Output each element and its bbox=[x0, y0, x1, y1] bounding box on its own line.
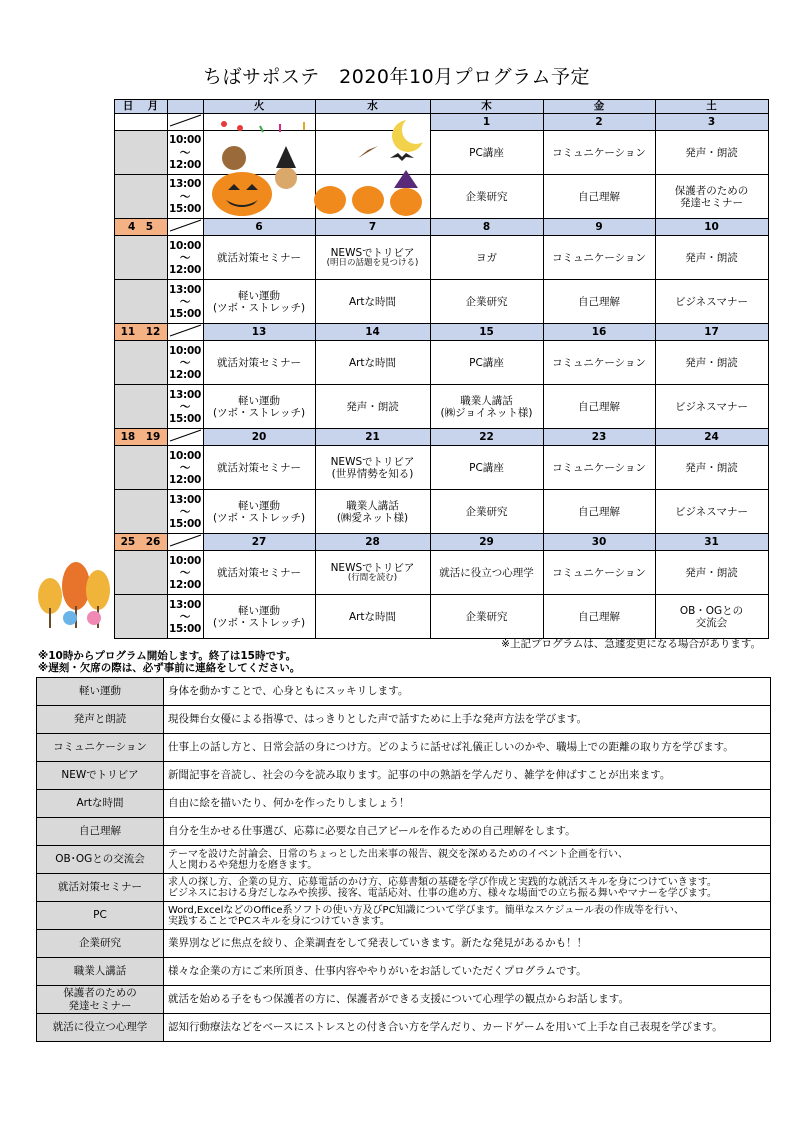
halloween-illustration-icon bbox=[208, 118, 434, 218]
week-pm-row bbox=[36, 280, 768, 324]
date-cell: 20 bbox=[203, 429, 315, 446]
program-description: Word,ExcelなどのOffice系ソフトの使い方及びPC知識について学びます。簡単なスケジュール表の作成等を行い、 実践することでPCスキルを身につけていきます。 bbox=[164, 902, 771, 930]
date-cell: 3 bbox=[655, 114, 768, 131]
weekday-header-sun-mon: 日 月 bbox=[114, 100, 167, 114]
program-description: 認知行動療法などをベースにストレスとの付き合い方を学んだり、カードゲームを用いて上手な自己表現を学びます。 bbox=[164, 1014, 771, 1042]
event-cell: 就活対策セミナー bbox=[203, 236, 315, 280]
time-slot-pm: 13:00 ～ 15:00 bbox=[167, 175, 203, 219]
event-cell: 企業研究 bbox=[430, 175, 543, 219]
sun-mon-dates: 25 26 bbox=[114, 534, 167, 551]
event-cell: 自己理解 bbox=[543, 490, 655, 534]
event-cell: 自己理解 bbox=[543, 385, 655, 429]
program-description: 身体を動かすことで、心身ともにスッキリします。 bbox=[164, 678, 771, 706]
note-change: ※上記プログラムは、急遽変更になる場合があります。 bbox=[501, 638, 761, 650]
date-cell: 16 bbox=[543, 324, 655, 341]
time-slot-pm: 13:00 ～ 15:00 bbox=[167, 490, 203, 534]
program-name: 就活対策セミナー bbox=[37, 874, 164, 902]
notes bbox=[38, 651, 300, 674]
note-contact: ※遅刻・欠席の際は、必ず事前に連絡をしてください。 bbox=[38, 661, 301, 674]
date-cell: 22 bbox=[430, 429, 543, 446]
note-time: ※10時からプログラム開始します。終了は15時です。 bbox=[38, 650, 297, 662]
event-cell: 発声・朗読 bbox=[655, 341, 768, 385]
header-corner bbox=[36, 100, 114, 114]
event-cell: 職業人講話 (㈱愛ネット様) bbox=[315, 490, 430, 534]
event-cell: 企業研究 bbox=[430, 595, 543, 639]
weekday-header: 火 bbox=[203, 100, 315, 114]
date-cell: 27 bbox=[203, 534, 315, 551]
description-row bbox=[37, 930, 771, 958]
date-cell: 8 bbox=[430, 219, 543, 236]
event-cell: 軽い運動 (ツボ・ストレッチ) bbox=[203, 385, 315, 429]
event-cell: NEWSでトリビア (明日の話題を見つける) bbox=[315, 236, 430, 280]
weekday-header-row bbox=[36, 100, 768, 114]
program-name: OB･OGとの交流会 bbox=[37, 846, 164, 874]
date-cell: 2 bbox=[543, 114, 655, 131]
weekday-header: 水 bbox=[315, 100, 430, 114]
weekday-header: 木 bbox=[430, 100, 543, 114]
program-name: 自己理解 bbox=[37, 818, 164, 846]
program-description: 現役舞台女優による指導で、はっきりとした声で話すために上手な発声方法を学びます。 bbox=[164, 706, 771, 734]
sun-mon-dates: 18 19 bbox=[114, 429, 167, 446]
program-name: 職業人講話 bbox=[37, 958, 164, 986]
event-cell: 就活対策セミナー bbox=[203, 341, 315, 385]
sun-mon-closed bbox=[114, 175, 167, 219]
time-header bbox=[167, 100, 203, 114]
date-cell: 23 bbox=[543, 429, 655, 446]
event-cell: ビジネスマナー bbox=[655, 490, 768, 534]
event-cell: 発声・朗読 bbox=[655, 131, 768, 175]
week-am-row bbox=[36, 551, 768, 595]
date-cell: 13 bbox=[203, 324, 315, 341]
date-cell: 7 bbox=[315, 219, 430, 236]
event-cell: ヨガ bbox=[430, 236, 543, 280]
date-cell: 29 bbox=[430, 534, 543, 551]
program-name: 企業研究 bbox=[37, 930, 164, 958]
program-description: 自分を生かせる仕事選び、応募に必要な自己アピールを作るための自己理解をします。 bbox=[164, 818, 771, 846]
time-slash bbox=[167, 429, 203, 446]
program-description: 様々な企業の方にご来所頂き、仕事内容ややりがいをお話していただくプログラムです。 bbox=[164, 958, 771, 986]
time-slash bbox=[167, 114, 203, 131]
date-cell: 28 bbox=[315, 534, 430, 551]
program-description: 業界別などに焦点を絞り、企業調査をして発表していきます。新たな発見があるかも！！ bbox=[164, 930, 771, 958]
date-cell: 31 bbox=[655, 534, 768, 551]
time-slot-pm: 13:00 ～ 15:00 bbox=[167, 280, 203, 324]
event-cell: NEWSでトリビア (行間を読む) bbox=[315, 551, 430, 595]
program-description: 仕事上の話し方と、日常会話の身につけ方。どのように話せば礼儀正しいのかや、職場上での距離の取り方を学びます。 bbox=[164, 734, 771, 762]
event-cell: 発声・朗読 bbox=[655, 446, 768, 490]
week-pm-row bbox=[36, 490, 768, 534]
time-slash bbox=[167, 534, 203, 551]
event-cell: 就活対策セミナー bbox=[203, 446, 315, 490]
event-cell: Artな時間 bbox=[315, 595, 430, 639]
program-description: テーマを設けた討論会、日常のちょっとした出来事の報告、親交を深めるためのイベント企画を行い、 人と関わるや発想力を磨きます。 bbox=[164, 846, 771, 874]
event-cell: 職業人講話 (㈱ジョイネット様) bbox=[430, 385, 543, 429]
time-slot-am: 10:00 ～ 12:00 bbox=[167, 236, 203, 280]
description-row bbox=[37, 846, 771, 874]
sun-mon-dates: 4 5 bbox=[114, 219, 167, 236]
description-row bbox=[37, 762, 771, 790]
date-cell: 14 bbox=[315, 324, 430, 341]
description-row bbox=[37, 958, 771, 986]
autumn-trees-icon bbox=[34, 556, 114, 632]
week-date-row bbox=[36, 429, 768, 446]
week-pm-row bbox=[36, 385, 768, 429]
time-slash bbox=[167, 324, 203, 341]
week-am-row bbox=[36, 236, 768, 280]
sun-mon-dates bbox=[114, 114, 167, 131]
week-date-row bbox=[36, 324, 768, 341]
time-slot-am: 10:00 ～ 12:00 bbox=[167, 131, 203, 175]
event-cell: Artな時間 bbox=[315, 341, 430, 385]
week-am-row bbox=[36, 341, 768, 385]
date-cell: 10 bbox=[655, 219, 768, 236]
event-cell: 自己理解 bbox=[543, 595, 655, 639]
event-cell: Artな時間 bbox=[315, 280, 430, 324]
event-cell: ビジネスマナー bbox=[655, 385, 768, 429]
sun-mon-closed bbox=[114, 236, 167, 280]
event-cell: NEWSでトリビア (世界情勢を知る) bbox=[315, 446, 430, 490]
description-row bbox=[37, 986, 771, 1014]
sun-mon-closed bbox=[114, 490, 167, 534]
event-cell: 軽い運動 (ツボ・ストレッチ) bbox=[203, 280, 315, 324]
event-cell: 保護者のための 発達セミナー bbox=[655, 175, 768, 219]
time-slash bbox=[167, 219, 203, 236]
event-cell: コミュニケーション bbox=[543, 446, 655, 490]
event-cell: コミュニケーション bbox=[543, 131, 655, 175]
event-cell: 発声・朗読 bbox=[655, 551, 768, 595]
sun-mon-closed bbox=[114, 131, 167, 175]
program-description: 自由に絵を描いたり、何かを作ったりしましょう！ bbox=[164, 790, 771, 818]
event-subtitle: (行間を読む) bbox=[347, 572, 398, 583]
event-cell: ビジネスマナー bbox=[655, 280, 768, 324]
time-slot-am: 10:00 ～ 12:00 bbox=[167, 446, 203, 490]
event-cell: PC講座 bbox=[430, 131, 543, 175]
event-cell: 就活に役立つ心理学 bbox=[430, 551, 543, 595]
event-cell: PC講座 bbox=[430, 341, 543, 385]
description-row bbox=[37, 874, 771, 902]
event-cell: 軽い運動 (ツボ・ストレッチ) bbox=[203, 490, 315, 534]
program-name: 発声と朗読 bbox=[37, 706, 164, 734]
description-row bbox=[37, 734, 771, 762]
page-title: ちばサポステ 2020年10月プログラム予定 bbox=[203, 66, 590, 88]
program-description: 就活を始める子をもつ保護者の方に、保護者ができる支援について心理学の観点からお話します。 bbox=[164, 986, 771, 1014]
description-row bbox=[37, 790, 771, 818]
week-date-row bbox=[36, 534, 768, 551]
program-name: Artな時間 bbox=[37, 790, 164, 818]
program-description: 求人の探し方、企業の見方、応募電話のかけ方、応募書類の基礎を学び作成と実践的な就活スキルを身につけていきます。 ビジネスにおける身だしなみや挨拶、接客、電話応対、仕事の進め方、様々な場面での立ち振る舞いやマナーを学びます。 bbox=[164, 874, 771, 902]
sun-mon-dates: 11 12 bbox=[114, 324, 167, 341]
date-cell: 30 bbox=[543, 534, 655, 551]
program-description-table bbox=[36, 677, 771, 1042]
time-slot-pm: 13:00 ～ 15:00 bbox=[167, 385, 203, 429]
date-cell: 21 bbox=[315, 429, 430, 446]
time-slot-am: 10:00 ～ 12:00 bbox=[167, 551, 203, 595]
event-cell: コミュニケーション bbox=[543, 551, 655, 595]
description-row bbox=[37, 818, 771, 846]
description-row bbox=[37, 706, 771, 734]
event-cell: 発声・朗読 bbox=[655, 236, 768, 280]
sun-mon-closed bbox=[114, 385, 167, 429]
time-slot-am: 10:00 ～ 12:00 bbox=[167, 341, 203, 385]
program-name: NEWでトリビア bbox=[37, 762, 164, 790]
description-row bbox=[37, 902, 771, 930]
date-cell: 1 bbox=[430, 114, 543, 131]
side-column bbox=[36, 114, 114, 219]
event-cell: 自己理解 bbox=[543, 280, 655, 324]
side-column bbox=[36, 219, 114, 324]
description-row bbox=[37, 1014, 771, 1042]
date-cell: 9 bbox=[543, 219, 655, 236]
event-cell: 軽い運動 (ツボ・ストレッチ) bbox=[203, 595, 315, 639]
program-name: コミュニケーション bbox=[37, 734, 164, 762]
side-column bbox=[36, 324, 114, 429]
weekday-header: 土 bbox=[655, 100, 768, 114]
side-column bbox=[36, 429, 114, 534]
time-slot-pm: 13:00 ～ 15:00 bbox=[167, 595, 203, 639]
event-cell: コミュニケーション bbox=[543, 236, 655, 280]
date-cell: 15 bbox=[430, 324, 543, 341]
program-description: 新聞記事を音読し、社会の今を読み取ります。記事の中の熟語を学んだり、雑学を伸ばすことが出来ます。 bbox=[164, 762, 771, 790]
program-name: 就活に役立つ心理学 bbox=[37, 1014, 164, 1042]
date-cell: 24 bbox=[655, 429, 768, 446]
event-cell: 自己理解 bbox=[543, 175, 655, 219]
date-cell: 6 bbox=[203, 219, 315, 236]
week-pm-row bbox=[36, 595, 768, 639]
event-cell: 企業研究 bbox=[430, 490, 543, 534]
sun-mon-closed bbox=[114, 446, 167, 490]
weekday-header: 金 bbox=[543, 100, 655, 114]
program-name: PC bbox=[37, 902, 164, 930]
event-cell: 企業研究 bbox=[430, 280, 543, 324]
program-name: 保護者のための 発達セミナー bbox=[37, 986, 164, 1014]
event-cell: OB・OGとの 交流会 bbox=[655, 595, 768, 639]
event-cell: 発声・朗読 bbox=[315, 385, 430, 429]
event-subtitle: (明日の話題を見つける) bbox=[326, 257, 419, 268]
sun-mon-closed bbox=[114, 280, 167, 324]
week-am-row bbox=[36, 446, 768, 490]
event-cell: PC講座 bbox=[430, 446, 543, 490]
week-date-row bbox=[36, 219, 768, 236]
event-cell: 就活対策セミナー bbox=[203, 551, 315, 595]
description-row bbox=[37, 678, 771, 706]
sun-mon-closed bbox=[114, 341, 167, 385]
sun-mon-closed bbox=[114, 551, 167, 595]
date-cell: 17 bbox=[655, 324, 768, 341]
event-cell: コミュニケーション bbox=[543, 341, 655, 385]
sun-mon-closed bbox=[114, 595, 167, 639]
program-name: 軽い運動 bbox=[37, 678, 164, 706]
